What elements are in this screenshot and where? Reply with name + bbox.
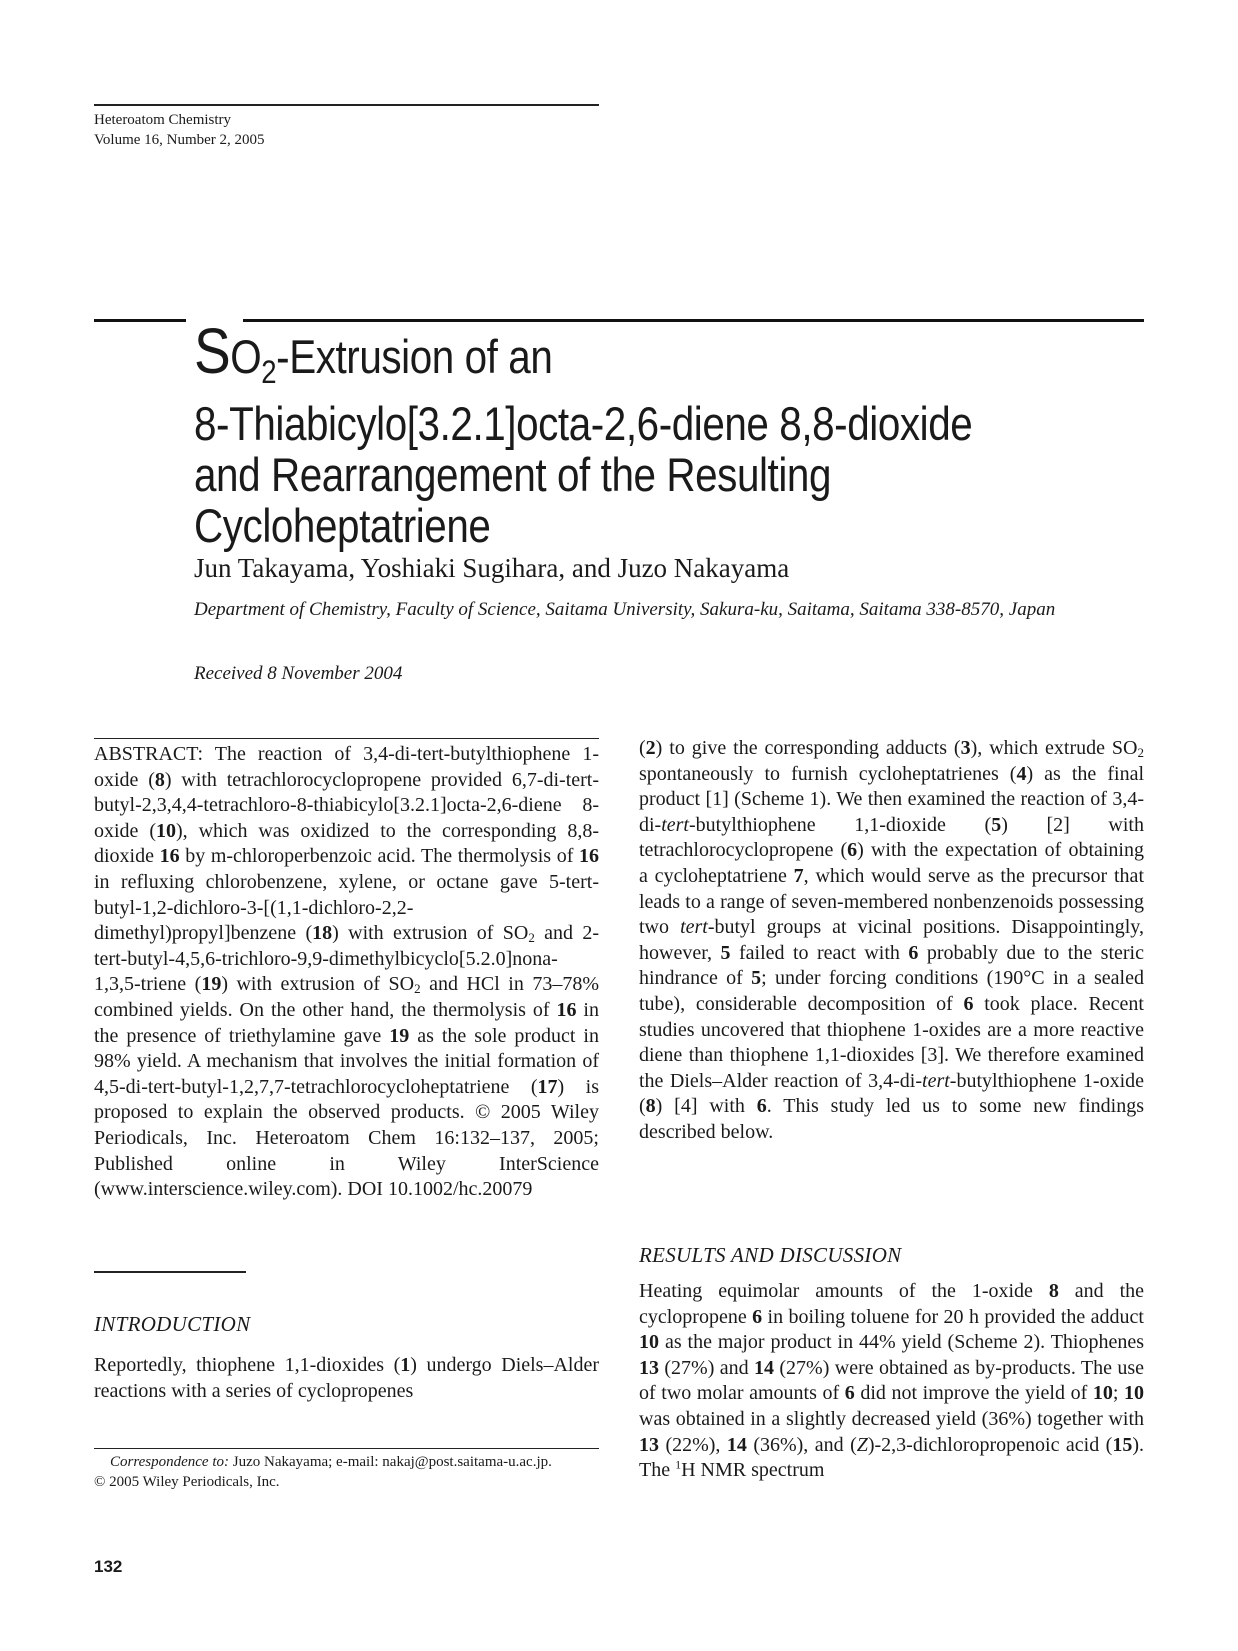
results-text: Heating equimolar amounts of the 1-oxide 8 and the cyclopropene 6 in boiling toluene for 20 h provided the adduct 10 as the major product in 44% yield (Scheme 2). Thiophenes 13 (27%) and 14 (27%) were obtained as by-products. The use of two molar amounts of 6 did not improve the yield of 10; 10 was obtained in a slightly decreased yield (36%) together with 13 (22%), 14 (36%), and (Z)-2,3-dichloropropenoic acid (15). The $^1$H NMR spectrum xyxy=(639,1280,1145,1482)
title-rule-right xyxy=(243,319,1144,322)
introduction-heading: INTRODUCTION xyxy=(94,1312,251,1336)
header-rule xyxy=(94,104,599,106)
page-number: 132 xyxy=(94,1557,123,1576)
title-line-4: Cycloheptatriene xyxy=(194,499,491,552)
journal-name: Heteroatom Chemistry xyxy=(94,112,232,128)
abstract xyxy=(94,742,599,1203)
title-line-3: and Rearrangement of the Resulting xyxy=(194,448,832,501)
title-line-1-rest: -Extrusion of an xyxy=(276,330,553,383)
right-column-paragraph: (2) to give the corresponding adducts (3), which extrude SO2 spontaneously to furnish cycloheptatrienes (4) as the final product [1] (Scheme 1). We then examined the reaction of 3,4-di-tert-butylthiophene 1,1-dioxide (5) [2] with tetrachlorocyclopropene (6) with the expectation of obtaining a cycloheptatriene 7, which would serve as the precursor that leads to a range of seven-membered nonbenzenoids possessing two tert-butyl groups at vicinal positions. Disappointingly, however, 5 failed to react with 6 probably due to the steric hindrance of 5; under forcing conditions (190°C in a sealed tube), considerable decomposition of 6 took place. Recent studies uncovered that thiophene 1-oxides are a more reactive diene than thiophene 1,1-dioxides [3]. We therefore examined the Diels–Alder reaction of 3,4-di-tert-butylthiophene 1-oxide (8) [4] with 6. This study led us to some new findings described below. xyxy=(639,737,1145,1143)
abstract-citation: © 2005 Wiley Periodicals, Inc. Heteroatom Chem 16:132–137, 2005; Published online in Wiley InterScience (www.interscience.wiley.com). DOI 10.1002/hc.20079 xyxy=(94,1101,599,1201)
abstract-top-rule xyxy=(94,738,599,739)
abstract-end-rule xyxy=(94,1271,246,1273)
footnote xyxy=(94,1452,599,1492)
abstract-body: The reaction of 3,4-di-tert-butylthiophene 1-oxide (8) with tetrachlorocyclopropene provided 6,7-di-tert-butyl-2,3,4,4-tetrachloro-8-thiabicylo[3.2.1]octa-2,6-diene 8-oxide (10), which was oxidized to the corresponding 8,8-dioxide 16 by m-chloroperbenzoic acid. The thermolysis of 16 in refluxing chlorobenzene, xylene, or octane gave 5-tert-butyl-1,2-dichloro-3-[(1,1-dichloro-2,2-dimethyl)propyl]benzene (18) with extrusion of SO2 and 2-tert-butyl-4,5,6-trichloro-9,9-dimethylbicyclo[5.2.0]nona-1,3,5-triene (19) with extrusion of SO2 and HCl in 73–78% combined yields. On the other hand, the thermolysis of 16 in the presence of triethylamine gave 19 as the sole product in 98% yield. A mechanism that involves the initial formation of 4,5-di-tert-butyl-1,2,7,7-tetrachlorocycloheptatriene (17) is proposed to explain the observed products. xyxy=(94,743,599,1124)
results-heading: RESULTS AND DISCUSSION xyxy=(639,1243,902,1267)
title-line-1 xyxy=(194,315,1020,398)
copyright-note: © 2005 Wiley Periodicals, Inc. xyxy=(94,1474,280,1490)
title-rule-left xyxy=(94,319,186,322)
affiliation: Department of Chemistry, Faculty of Science, Saitama University, Sakura-ku, Saitama, Saitama 338-8570, Japan xyxy=(194,599,1056,620)
title-so-s: S xyxy=(194,315,231,387)
authors: Jun Takayama, Yoshiaki Sugihara, and Juzo Nakayama xyxy=(194,553,790,583)
article-title xyxy=(194,315,1020,552)
correspondence-note: Correspondence to: Juzo Nakayama; e-mail: nakaj@post.saitama-u.ac.jp. xyxy=(110,1454,552,1470)
introduction-text: Reportedly, thiophene 1,1-dioxides (1) undergo Diels–Alder reactions with a series of cyclopropenes xyxy=(94,1354,600,1402)
journal-volume: Volume 16, Number 2, 2005 xyxy=(94,132,265,148)
title-so-o: O xyxy=(230,330,262,383)
title-line-2: 8-Thiabicylo[3.2.1]octa-2,6-diene 8,8-dioxide xyxy=(194,397,973,450)
received-date: Received 8 November 2004 xyxy=(194,663,403,684)
title-so-subscript: 2 xyxy=(261,354,277,390)
abstract-label: ABSTRACT: xyxy=(94,743,204,765)
footnote-rule xyxy=(94,1448,599,1449)
